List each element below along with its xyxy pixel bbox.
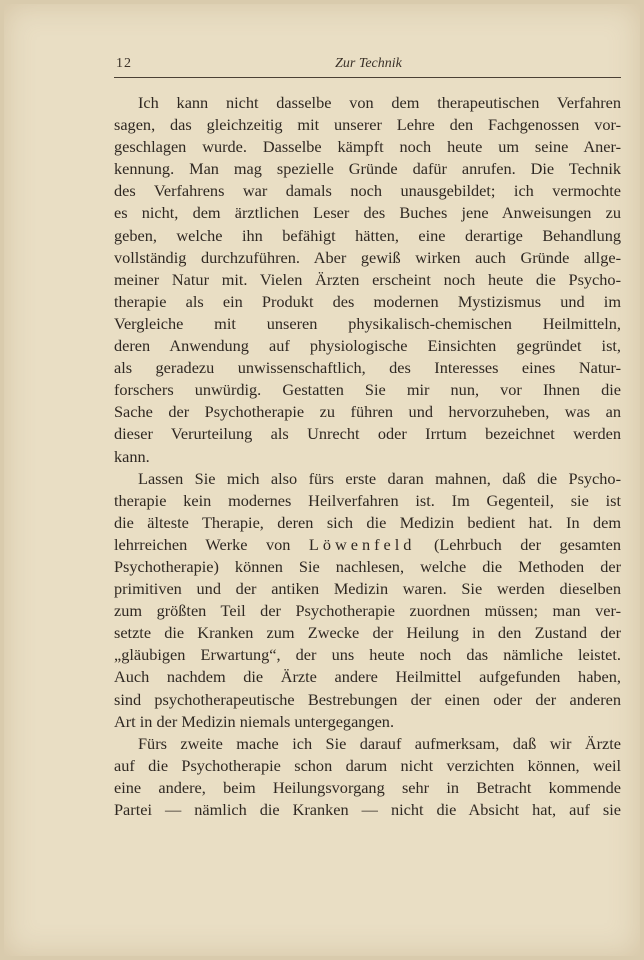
text-line: des Verfahrens war damals noch unausgebildet; ich vermochte (114, 181, 621, 201)
text-line (114, 534, 621, 556)
text-line: therapie als ein Produkt des modernen Mystizismus und im (114, 291, 621, 311)
text-line: eine andere, beim Heilungsvorgang sehr in Betracht kommende (114, 777, 621, 797)
text-fragment: (Lehrbuch der gesamten (433, 534, 621, 554)
page-number: 12 (116, 56, 132, 71)
text-line: sagen, das gleichzeitig mit unserer Lehre den Fachgenossen vor- (114, 115, 621, 135)
text-line: zum größten Teil der Psychotherapie zuordnen müssen; man ver- (114, 601, 621, 621)
text-line: kann. (114, 446, 150, 466)
text-line: es nicht, dem ärztlichen Leser des Buches jene Anweisungen zu (114, 203, 621, 223)
header-rule (114, 77, 621, 78)
book-page (4, 4, 640, 956)
text-line: dieser Verurteilung als Unrecht oder Irrtum bezeichnet werden (114, 424, 621, 444)
text-line: „gläubigen Erwartung“, der uns heute noch das nämliche leistet. (114, 645, 621, 665)
text-line: auf die Psychotherapie schon darum nicht verzichten können, weil (114, 755, 621, 775)
text-line: die älteste Therapie, deren sich die Medizin bedient hat. In dem (114, 512, 621, 532)
text-line: meiner Natur mit. Vielen Ärzten erscheint noch heute die Psycho- (114, 269, 621, 289)
text-line: Lassen Sie mich also fürs erste daran mahnen, daß die Psycho- (138, 468, 621, 488)
text-line: Sache der Psychotherapie zu führen und hervorzuheben, was an (114, 402, 621, 422)
text-line: sind psychotherapeutische Bestrebungen der einen oder der anderen (114, 689, 621, 709)
text-line: Partei — nämlich die Kranken — nicht die Absicht hat, auf sie (114, 800, 621, 819)
text-line: Art in der Medizin niemals untergegangen. (114, 711, 395, 731)
text-line: vollständig durchzuführen. Aber gewiß wirken auch Gründe allge- (114, 247, 621, 267)
page-header (116, 56, 621, 76)
text-line: als geradezu unwissenschaftlich, des Interesses eines Natur- (114, 358, 621, 378)
text-line: setzte die Kranken zum Zwecke der Heilung in den Zustand der (114, 623, 621, 643)
author-name-spaced: Löwenfeld (308, 534, 416, 554)
body-text (114, 92, 621, 821)
text-fragment: lehrreichen Werke von (114, 534, 291, 554)
text-line: forschers unwürdig. Gestatten Sie mir nun, vor Ihnen die (114, 380, 621, 400)
text-line: kennung. Man mag spezielle Gründe dafür anrufen. Die Technik (114, 159, 621, 179)
text-line: primitiven und der antiken Medizin waren. Sie werden dieselben (114, 579, 621, 599)
text-line: Ich kann nicht dasselbe von dem therapeutischen Verfahren (138, 93, 621, 112)
text-line: Auch nachdem die Ärzte andere Heilmittel aufgefunden haben, (114, 667, 621, 687)
running-title: Zur Technik (335, 56, 402, 71)
text-line: deren Anwendung auf physiologische Einsichten gegründet ist, (114, 336, 621, 356)
text-line: therapie kein modernes Heilverfahren ist. Im Gegenteil, sie ist (114, 490, 621, 510)
text-line: geben, welche ihn befähigt hätten, eine derartige Behandlung (114, 225, 621, 245)
text-line: geschlagen wurde. Dasselbe kämpft noch heute um seine Aner- (114, 137, 621, 157)
text-line: Vergleiche mit unseren physikalisch-chemischen Heilmitteln, (114, 313, 621, 333)
text-line: Psychotherapie) können Sie nachlesen, welche die Methoden der (114, 556, 621, 576)
text-line: Fürs zweite mache ich Sie darauf aufmerksam, daß wir Ärzte (138, 733, 621, 753)
